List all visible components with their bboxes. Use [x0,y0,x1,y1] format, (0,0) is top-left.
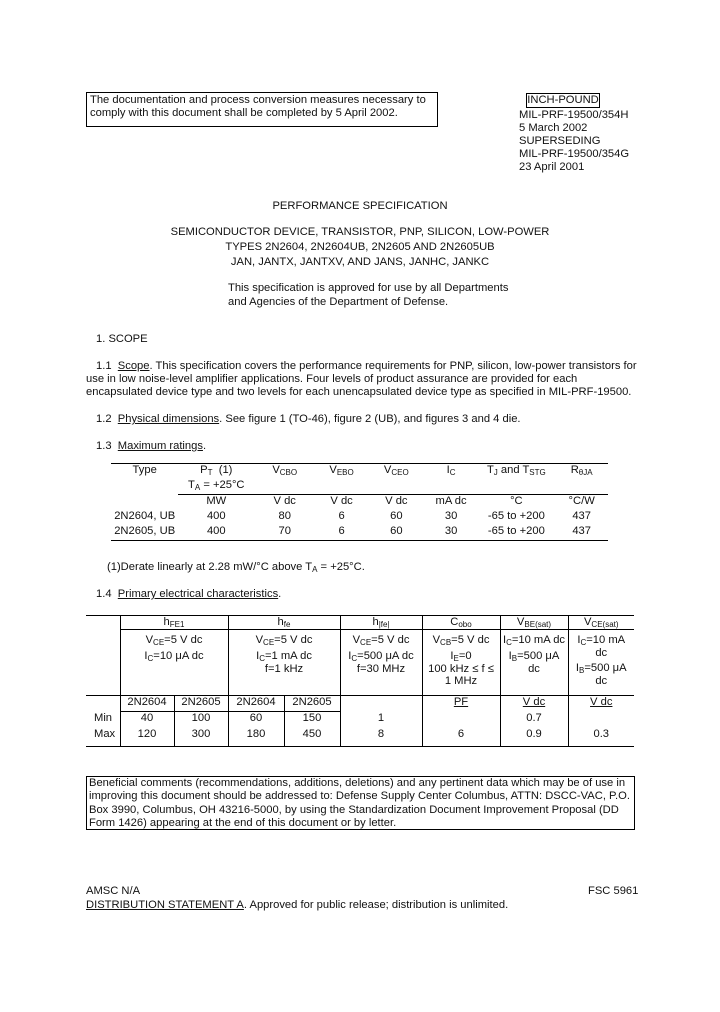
device-label: 2N2604 [228,696,284,712]
pt-header: $P_T$ (1) [178,464,254,480]
cobo-header: $C_{obo}$ [422,616,500,630]
table-cell: 0.3 [568,728,634,747]
table-cell [568,712,634,728]
elec-conditions-row [86,630,634,696]
title-line-3: JAN, JANTX, JANTXV, AND JANS, JANHC, JANKC [230,256,490,268]
rtheta-header: $R_{\theta JA}$ [555,464,608,480]
table-cell: 80 [278,510,291,522]
elec-device-row [86,696,634,712]
table-cell: 1 [340,712,422,728]
vcbo-header: $V_{CBO}$ [254,464,315,480]
ratings-ta-row [111,479,608,495]
table-row [86,712,634,728]
ta-condition: $T_A = +25^\circ C$ [188,479,245,492]
table-cell: 30 [425,525,478,541]
section-1-3: 1.3 Maximum ratings. [96,440,207,452]
section-1-1 [86,360,640,400]
unit-vbe: V dc [500,696,568,712]
table-cell: 180 [228,728,284,747]
hfe1-header: $h_{FE1}$ [120,616,228,630]
section-1-3-number: 1.3 [96,440,112,452]
table-cell: 6 [315,525,368,541]
table-cell: 40 [120,712,174,728]
section-1-1-title: Scope [117,360,150,372]
amsc-label: AMSC N/A [86,885,141,897]
derating-note: (1)Derate linearly at 2.28 mW/°C above $T_A = +25^\circ C$. [107,561,365,574]
doc-date: 5 March 2002 [519,122,588,134]
hfe1-conditions: $V_{CE}=5$ V dc $I_C=10$ μA dc [120,630,228,696]
performance-spec-title: PERFORMANCE SPECIFICATION [272,200,448,212]
cobo-conditions: $V_{CB}=5$ V dc $I_E=0$ 100 kHz ≤ f ≤ 1 MHz [422,630,500,696]
table-cell: 2N2605, UB [111,525,178,541]
elec-header-row [86,616,634,630]
notice-text: The documentation and process conversion measures necessary to comply with this document shall be completed by 5 April 2002. [90,94,426,119]
section-1-4-number: 1.4 [96,588,112,600]
table-row [111,525,608,541]
table-cell: 30 [444,510,458,522]
table-cell: 437 [572,510,591,522]
hfe-abs-conditions: $V_{CE}=5$ V dc $I_C=500$ μA dc f=30 MHz [340,630,422,696]
type-header: Type [111,464,178,480]
approval-line-1: This specification is approved for use by all Departments [228,282,509,294]
prev-doc-number: MIL-PRF-19500/354G [519,148,630,160]
scope-heading: 1. SCOPE [96,333,148,345]
vce-sat-conditions: $I_C=10$ mA dc $I_B=500$ μA dc [568,630,634,696]
table-cell: 0.7 [500,712,568,728]
max-ratings-table [111,463,608,541]
device-label: 2N2605 [174,696,228,712]
table-cell: 120 [120,728,174,747]
electrical-characteristics-table [86,615,634,747]
table-cell: 300 [174,728,228,747]
section-1-2-number: 1.2 [96,413,112,425]
tj-tstg-header: $T_J$ and $T_{STG}$ [477,464,555,480]
hfe-header: $h_{fe}$ [228,616,340,630]
table-cell: 0.9 [500,728,568,747]
table-cell: 437 [555,525,608,541]
table-cell: 100 [174,712,228,728]
table-cell: 60 [368,525,425,541]
unit-cell: V dc [368,495,425,511]
table-cell: 70 [254,525,315,541]
table-cell [422,712,500,728]
ratings-units-row [111,495,608,511]
comments-text: Beneficial comments (recommendations, additions, deletions) and any pertinent data which may be of use in improving this document should be addressed to: Defense Supply Center Columbus, ATTN: DSCC-VAC, P.O. Box 3990, Columbus, OH 43216-5000, by using the Standardization Document Improvement Proposal (DD Form 1426) appearing at the end of this document or by letter. [89,777,630,829]
unit-cell: °C [477,495,555,511]
section-1-1-number: 1.1 [96,360,112,372]
table-cell: 400 [178,525,254,541]
unit-cell: V dc [315,495,368,511]
section-1-3-title: Maximum ratings [117,440,203,452]
inch-pound-label: INCH-POUND [527,94,599,106]
fsc-label: FSC 5961 [588,885,639,897]
approval-line-2: and Agencies of the Department of Defense. [228,296,449,308]
vebo-header: $V_{EBO}$ [315,464,368,480]
unit-cell: V dc [254,495,315,511]
comments-box [86,776,635,830]
table-cell: 8 [340,728,422,747]
table-cell: 2N2604, UB [114,510,176,522]
max-label: Max [86,728,120,747]
device-label: 2N2604 [120,696,174,712]
table-cell: 450 [284,728,340,747]
hfe-abs-header: $h_{|fe|}$ [340,616,422,630]
ratings-header-row [111,464,608,480]
min-label: Min [86,712,120,728]
table-cell: -65 to +200 [487,510,545,522]
notice-box [86,92,438,127]
distribution-text: . Approved for public release; distribution is unlimited. [243,899,509,911]
doc-number: MIL-PRF-19500/354H [519,109,629,121]
table-cell: 6 [422,728,500,747]
ic-header: $I_C$ [425,464,478,480]
title-line-1: SEMICONDUCTOR DEVICE, TRANSISTOR, PNP, SILICON, LOW-POWER [170,226,550,238]
table-cell: 60 [390,510,403,522]
table-cell: 150 [284,712,340,728]
unit-cell: °C/W [555,495,608,511]
vceo-header: $V_{CEO}$ [368,464,425,480]
superseding-label: SUPERSEDING [519,135,601,147]
section-1-2 [96,413,521,425]
unit-vce: V dc [590,696,613,708]
unit-pf: PF [422,696,500,712]
table-row [111,510,608,525]
title-line-2: TYPES 2N2604, 2N2604UB, 2N2605 AND 2N2605UB [225,241,495,253]
section-1-4-title: Primary electrical characteristics [117,588,279,600]
table-cell: -65 to +200 [477,525,555,541]
hfe-conditions: $V_{CE}=5$ V dc $I_C=1$ mA dc f=1 kHz [228,630,340,696]
distribution-title: DISTRIBUTION STATEMENT A [86,899,244,911]
prev-doc-date: 23 April 2001 [519,161,585,173]
table-cell: 60 [228,712,284,728]
table-cell: 400 [206,510,226,522]
vbe-sat-header: $V_{BE(sat)}$ [500,616,568,630]
section-1-2-title: Physical dimensions [117,413,220,425]
table-cell: 6 [338,510,345,522]
device-label: 2N2605 [284,696,340,712]
section-1-4: 1.4 Primary electrical characteristics. [96,588,282,600]
section-1-1-text: . This specification covers the performance requirements for PNP, silicon, low-power transistors for use in low noise-level amplifier applications. Four levels of product assurance are provided for each encapsulated device type and two levels for each unencapsulated device type as specified in MIL-PRF-19500. [86,360,637,399]
unit-cell: mA dc [425,495,478,511]
vbe-sat-conditions: $I_C=10$ mA dc $I_B=500$ μA dc [500,630,568,696]
distribution-statement [86,899,508,911]
section-1-2-text: . See figure 1 (TO-46), figure 2 (UB), and figures 3 and 4 die. [219,413,521,425]
vce-sat-header: $V_{CE(sat)}$ [568,616,634,630]
unit-cell: MW [178,495,254,511]
table-row [86,728,634,747]
